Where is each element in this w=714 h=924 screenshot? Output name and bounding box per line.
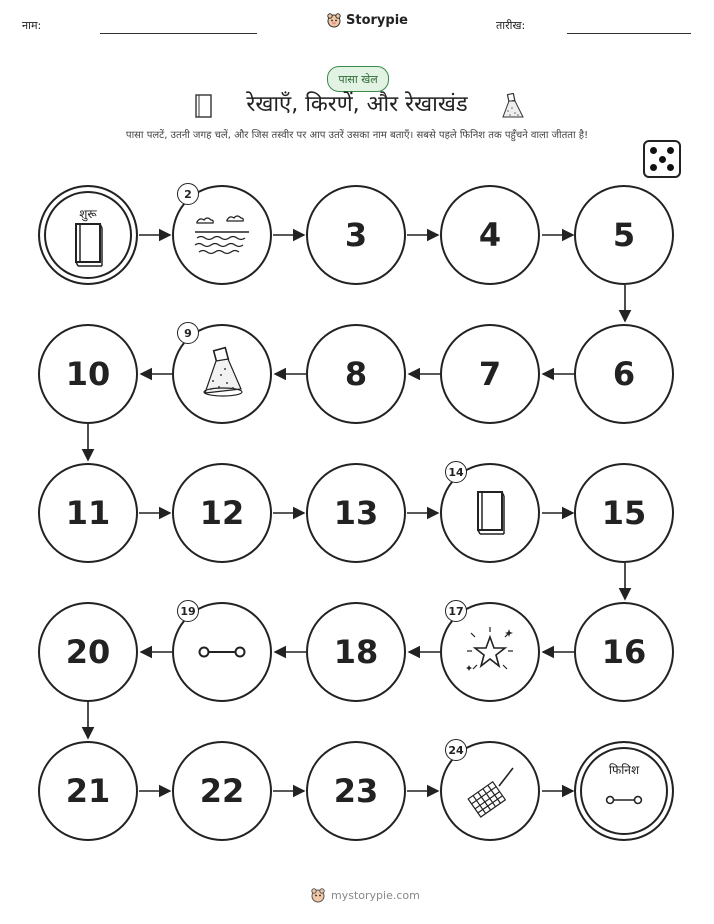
cell-number: 22 — [199, 772, 245, 810]
horizon-icon — [191, 204, 253, 266]
date-label: तारीख: — [496, 19, 526, 32]
brand-name: Storypie — [346, 12, 408, 28]
cell-5[interactable] — [574, 185, 674, 285]
cell-8[interactable] — [306, 324, 406, 424]
cell-19[interactable] — [172, 602, 272, 702]
cell-number-badge: 2 — [177, 183, 199, 205]
cell-number-badge: 24 — [445, 739, 467, 761]
cell-number: 8 — [344, 355, 368, 393]
cell-20[interactable] — [38, 602, 138, 702]
cell-finish[interactable] — [574, 741, 674, 841]
cell-number: 13 — [333, 494, 379, 532]
cell-number-badge: 19 — [177, 600, 199, 622]
cell-number: 18 — [333, 633, 379, 671]
cell-number: 4 — [478, 216, 502, 254]
cell-23[interactable] — [306, 741, 406, 841]
cell-15[interactable] — [574, 463, 674, 563]
book-icon — [57, 214, 119, 276]
storypie-mascot-icon — [310, 887, 326, 903]
cell-number: 16 — [601, 633, 647, 671]
footer-url[interactable]: mystorypie.com — [331, 888, 420, 902]
cell-start[interactable] — [38, 185, 138, 285]
cell-14[interactable] — [440, 463, 540, 563]
cell-number: 5 — [612, 216, 636, 254]
cell-number: 10 — [65, 355, 111, 393]
book-icon — [459, 482, 521, 544]
name-label: नाम: — [22, 19, 42, 32]
cell-18[interactable] — [306, 602, 406, 702]
game-type-badge: पासा खेल — [327, 66, 389, 92]
star-rays-icon — [459, 621, 521, 683]
cell-number-badge: 9 — [177, 322, 199, 344]
cell-number: 21 — [65, 772, 111, 810]
finish-label: फिनिश — [608, 763, 640, 777]
cell-number: 20 — [65, 633, 111, 671]
cell-24[interactable] — [440, 741, 540, 841]
start-label: शुरू — [79, 207, 97, 221]
line-segment-icon — [191, 621, 253, 683]
cell-number: 7 — [478, 355, 502, 393]
cell-4[interactable] — [440, 185, 540, 285]
line-segment-icon — [600, 776, 648, 824]
instructions-text: पासा पलटें, उतनी जगह चलें, और जिस तस्वीर पर आप उतरें उसका नाम बताएँ। सबसे पहले फिनिश तक पहुँचने वाला जीतता है! — [125, 130, 589, 141]
cell-number-badge: 17 — [445, 600, 467, 622]
page-title: रेखाएँ, किरणें, और रेखाखंड — [246, 92, 468, 117]
cell-3[interactable] — [306, 185, 406, 285]
cell-number: 15 — [601, 494, 647, 532]
net-grid-icon — [459, 760, 521, 822]
cell-number: 6 — [612, 355, 636, 393]
cell-11[interactable] — [38, 463, 138, 563]
cell-21[interactable] — [38, 741, 138, 841]
cell-6[interactable] — [574, 324, 674, 424]
cell-number: 23 — [333, 772, 379, 810]
cell-12[interactable] — [172, 463, 272, 563]
cell-2[interactable] — [172, 185, 272, 285]
cell-10[interactable] — [38, 324, 138, 424]
cell-number: 12 — [199, 494, 245, 532]
cell-13[interactable] — [306, 463, 406, 563]
cell-7[interactable] — [440, 324, 540, 424]
cell-17[interactable] — [440, 602, 540, 702]
cell-22[interactable] — [172, 741, 272, 841]
cell-number-badge: 14 — [445, 461, 467, 483]
cell-16[interactable] — [574, 602, 674, 702]
cell-9[interactable] — [172, 324, 272, 424]
flashlight-beam-icon — [191, 343, 253, 405]
footer — [310, 887, 420, 903]
cell-number: 3 — [344, 216, 368, 254]
cell-number: 11 — [65, 494, 111, 532]
